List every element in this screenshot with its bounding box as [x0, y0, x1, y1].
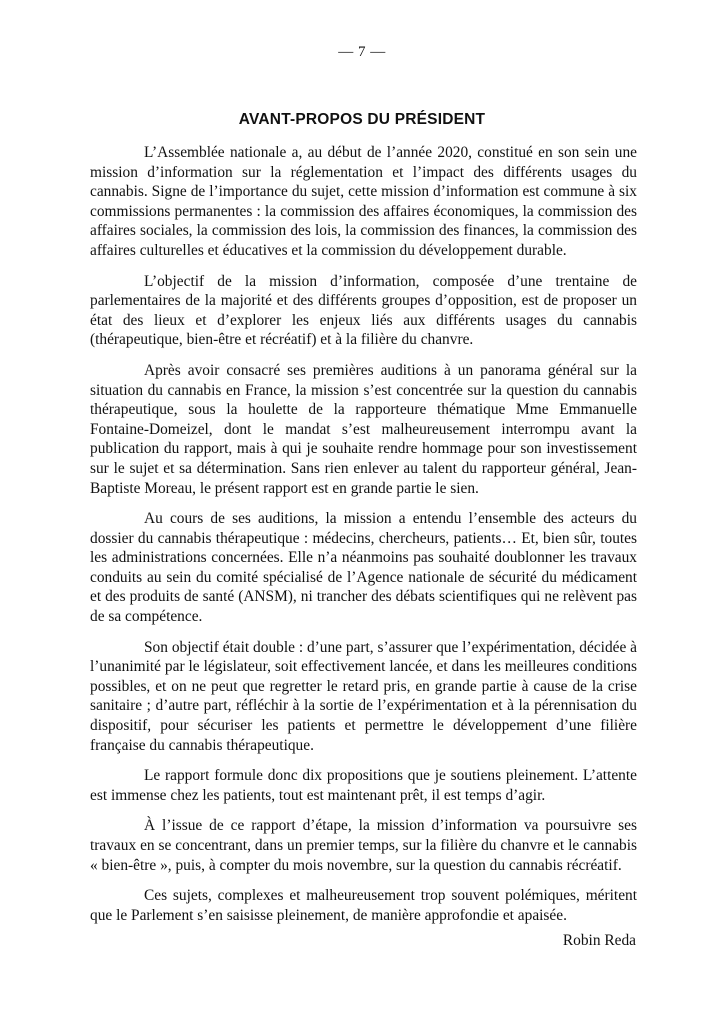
- paragraph-7: À l’issue de ce rapport d’étape, la mission d’information va poursuivre ses travaux en se concentrant, dans un premier temps, sur la filière du chanvre et le cannabis « bien-être », puis, à compter du mois novembre, sur la question du cannabis récréatif.: [90, 817, 637, 874]
- page-number: — 7 —: [338, 44, 386, 60]
- paragraph-3: Après avoir consacré ses premières auditions à un panorama général sur la situation du cannabis en France, la mission s’est concentrée sur la question du cannabis thérapeutique, sous la houlette de la rapporteure thématique Mme Emmanuelle Fontaine-Domeizel, dont le mandat s’est malheureusement interrompu avant la publication du rapport, mais à qui je souhaite rendre hommage pour son investissement sur le sujet et sa détermination. Sans rien enlever au talent du rapporteur général, Jean-Baptiste Moreau, le présent rapport est en grande partie le sien.: [90, 361, 637, 497]
- document-body: [90, 143, 637, 936]
- paragraph-2: L’objectif de la mission d’information, composée d’une trentaine de parlementaires de la majorité et des différents groupes d’opposition, est de proposer un état des lieux et d’explorer les enjeux liés aux différents usages du cannabis (thérapeutique, bien-être et récréatif) et à la filière du chanvre.: [90, 272, 637, 349]
- paragraph-8: Ces sujets, complexes et malheureusement trop souvent polémiques, méritent que le Parlement s’en saisisse pleinement, de manière approfondie et apaisée.: [90, 887, 637, 924]
- paragraph-5: Son objectif était double : d’une part, s’assurer que l’expérimentation, décidée à l’unanimité par le législateur, soit effectivement lancée, et dans les meilleures conditions possibles, et on ne peut que regretter le retard pris, en grande partie à cause de la crise sanitaire ; d’autre part, réfléchir à la sortie de l’expérimentation et à la pérennisation du dispositif, pour sécuriser les patients et permettre le développement d’une filière française du cannabis thérapeutique.: [90, 638, 637, 754]
- paragraph-1: L’Assemblée nationale a, au début de l’année 2020, constitué en son sein une mission d’information sur la réglementation et l’impact des différents usages du cannabis. Signe de l’importance du sujet, cette mission d’information est commune à six commissions permanentes : la commission des affaires économiques, la commission des affaires sociales, la commission des lois, la commission des finances, la commission des affaires culturelles et éducatives et la commission du développement durable.: [90, 144, 637, 259]
- paragraph-6: Le rapport formule donc dix propositions que je soutiens pleinement. L’attente est immense chez les patients, tout est maintenant prêt, il est temps d’agir.: [90, 767, 637, 804]
- signature: Robin Reda: [562, 932, 636, 949]
- section-title: AVANT-PROPOS DU PRÉSIDENT: [238, 111, 486, 128]
- paragraph-4: Au cours de ses auditions, la mission a entendu l’ensemble des acteurs du dossier du cannabis thérapeutique : médecins, chercheurs, patients… Et, bien sûr, toutes les administrations concernées. Elle n’a néanmoins pas souhaité doublonner les travaux conduits au sein du comité spécialisé de l’Agence nationale de sécurité du médicament et des produits de santé (ANSM), ni trancher des débats scientifiques qui ne relèvent pas de sa compétence.: [90, 510, 637, 626]
